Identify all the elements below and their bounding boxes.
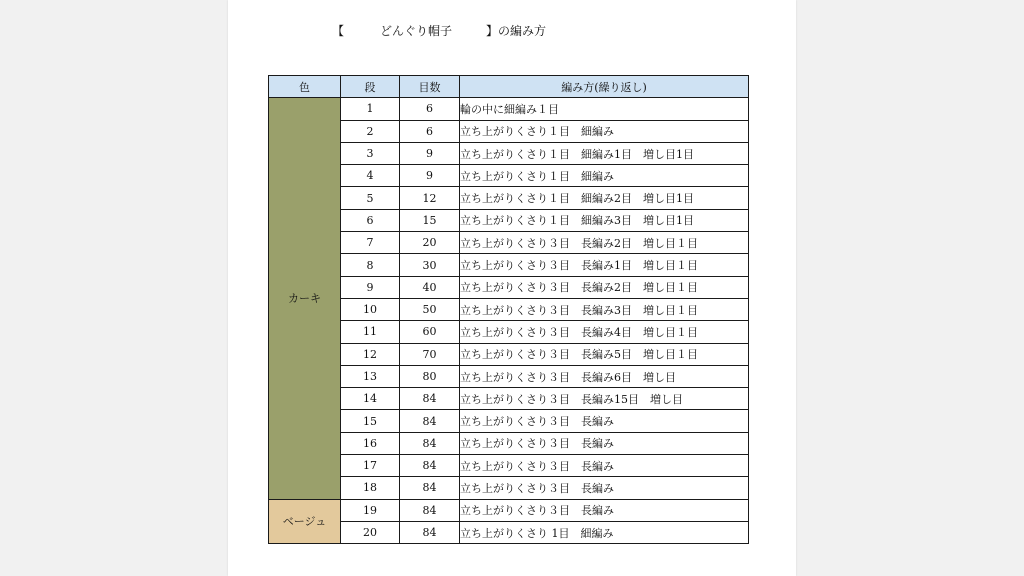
stitch-count-cell: 6: [400, 98, 460, 120]
row-number-cell: 2: [341, 120, 400, 142]
row-number-cell: 5: [341, 187, 400, 209]
row-number-cell: 13: [341, 365, 400, 387]
stitch-count-cell: 84: [400, 477, 460, 499]
stitch-count-cell: 50: [400, 298, 460, 320]
header-stitch-count: 目数: [400, 76, 460, 98]
stitch-count-cell: 9: [400, 142, 460, 164]
instruction-cell: 立ち上がりくさり３目 長編み: [460, 499, 749, 521]
table-row: [269, 388, 749, 410]
table-row: [269, 254, 749, 276]
row-number-cell: 20: [341, 521, 400, 543]
stitch-count-cell: 20: [400, 232, 460, 254]
instruction-cell: 立ち上がりくさり３目 長編み3目 増し目１目: [460, 298, 749, 320]
instruction-cell: 輪の中に細編み１目: [460, 98, 749, 120]
table-row: [269, 432, 749, 454]
instruction-cell: 立ち上がりくさり１目 細編み3目 増し目1目: [460, 209, 749, 231]
header-instruction: 編み方(繰り返し): [460, 76, 749, 98]
header-row: [269, 76, 749, 98]
row-number-cell: 1: [341, 98, 400, 120]
stitch-count-cell: 84: [400, 432, 460, 454]
stitch-count-cell: 15: [400, 209, 460, 231]
table-row: [269, 187, 749, 209]
row-number-cell: 4: [341, 165, 400, 187]
stitch-count-cell: 6: [400, 120, 460, 142]
table-body: [269, 98, 749, 544]
stitch-count-cell: 9: [400, 165, 460, 187]
title-open-bracket: 【: [332, 24, 345, 38]
stitch-count-cell: 12: [400, 187, 460, 209]
color-group-cell: ベージュ: [269, 499, 341, 544]
stitch-count-cell: 70: [400, 343, 460, 365]
document-page: [228, 0, 796, 576]
row-number-cell: 17: [341, 455, 400, 477]
row-number-cell: 15: [341, 410, 400, 432]
stitch-count-cell: 60: [400, 321, 460, 343]
row-number-cell: 10: [341, 298, 400, 320]
instruction-cell: 立ち上がりくさり１目 細編み2目 増し目1目: [460, 187, 749, 209]
instruction-cell: 立ち上がりくさり３目 長編み1目 増し目１目: [460, 254, 749, 276]
row-number-cell: 11: [341, 321, 400, 343]
table-row: [269, 365, 749, 387]
table-row: [269, 142, 749, 164]
table-row: [269, 276, 749, 298]
instruction-cell: 立ち上がりくさり 1目 細編み: [460, 521, 749, 543]
row-number-cell: 19: [341, 499, 400, 521]
stitch-count-cell: 84: [400, 455, 460, 477]
table-row: [269, 343, 749, 365]
stitch-count-cell: 84: [400, 521, 460, 543]
row-number-cell: 16: [341, 432, 400, 454]
table-row: [269, 410, 749, 432]
color-group-cell: カーキ: [269, 98, 341, 499]
instruction-cell: 立ち上がりくさり１目 細編み: [460, 165, 749, 187]
row-number-cell: 14: [341, 388, 400, 410]
row-number-cell: 12: [341, 343, 400, 365]
table-row: [269, 120, 749, 142]
table-row: [269, 165, 749, 187]
instruction-cell: 立ち上がりくさり３目 長編み5目 増し目１目: [460, 343, 749, 365]
instruction-cell: 立ち上がりくさり３目 長編み2目 増し目１目: [460, 232, 749, 254]
instruction-cell: 立ち上がりくさり１目 細編み1目 増し目1目: [460, 142, 749, 164]
table-row: [269, 321, 749, 343]
table-row: [269, 521, 749, 543]
header-row-number: 段: [341, 76, 400, 98]
instruction-cell: 立ち上がりくさり３目 長編み4目 増し目１目: [460, 321, 749, 343]
table-row: [269, 98, 749, 120]
instruction-cell: 立ち上がりくさり１目 細編み: [460, 120, 749, 142]
instruction-cell: 立ち上がりくさり３目 長編み6目 増し目: [460, 365, 749, 387]
table-row: [269, 455, 749, 477]
header-color: 色: [269, 76, 341, 98]
stitch-count-cell: 84: [400, 388, 460, 410]
stitch-count-cell: 40: [400, 276, 460, 298]
title-hat-name: どんぐり帽子: [380, 24, 453, 38]
table-row: [269, 232, 749, 254]
stitch-count-cell: 30: [400, 254, 460, 276]
stitch-count-cell: 80: [400, 365, 460, 387]
stitch-count-cell: 84: [400, 410, 460, 432]
table-row: [269, 499, 749, 521]
instruction-cell: 立ち上がりくさり３目 長編み: [460, 410, 749, 432]
row-number-cell: 9: [341, 276, 400, 298]
row-number-cell: 3: [341, 142, 400, 164]
table-row: [269, 298, 749, 320]
document-title: [228, 22, 796, 39]
instruction-cell: 立ち上がりくさり３目 長編み: [460, 477, 749, 499]
table-row: [269, 209, 749, 231]
instruction-cell: 立ち上がりくさり３目 長編み15目 増し目: [460, 388, 749, 410]
row-number-cell: 6: [341, 209, 400, 231]
row-number-cell: 7: [341, 232, 400, 254]
pattern-table: [268, 75, 749, 544]
table-row: [269, 477, 749, 499]
instruction-cell: 立ち上がりくさり３目 長編み: [460, 432, 749, 454]
instruction-cell: 立ち上がりくさり３目 長編み2目 増し目１目: [460, 276, 749, 298]
instruction-cell: 立ち上がりくさり３目 長編み: [460, 455, 749, 477]
title-suffix: 】の編み方: [486, 24, 547, 38]
row-number-cell: 8: [341, 254, 400, 276]
row-number-cell: 18: [341, 477, 400, 499]
stitch-count-cell: 84: [400, 499, 460, 521]
